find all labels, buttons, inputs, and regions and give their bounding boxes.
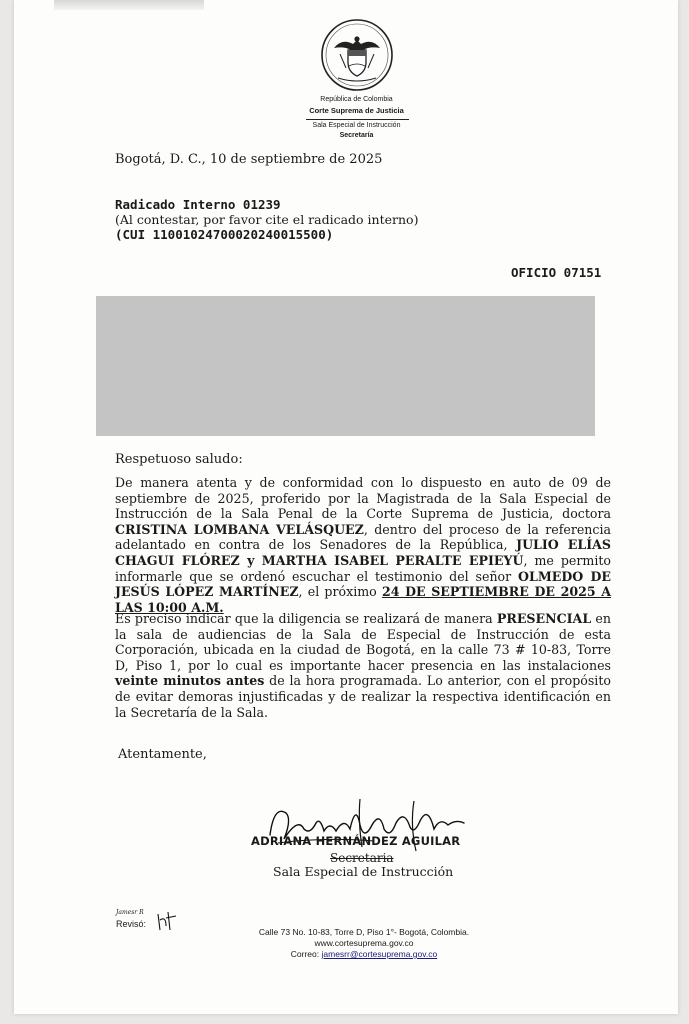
p1-text-3: , me permito informarle que se ordenó escuchar el testimonio del señor <box>115 552 611 584</box>
arrival-advance: veinte minutos antes <box>115 673 265 689</box>
institution-office: Secretaría <box>339 132 374 139</box>
redacted-recipient-block <box>96 296 595 436</box>
reviewer-mark-icon <box>154 910 178 932</box>
hearing-mode: PRESENCIAL <box>496 611 592 626</box>
letter-page <box>14 0 678 1014</box>
p2-text-3: de la hora programada. Lo anterior, con el propósito de evitar demoras injustificadas y de realizar la respectiva identificación en la Secretaría de la Sala. <box>115 673 611 720</box>
reviewed-label: Revisó: <box>116 919 147 929</box>
magistrate-name: CRISTINA LOMBANA VELÁSQUEZ <box>115 521 364 537</box>
scan-shadow <box>54 0 204 10</box>
signer-unit: Sala Especial de Instrucción <box>273 864 454 879</box>
body-paragraph-2 <box>115 611 611 720</box>
oficio-number: OFICIO 07151 <box>511 265 602 280</box>
letter-date: Bogotá, D. C., 10 de septiembre de 2025 <box>115 152 383 167</box>
radicado-note: (Al contestar, por favor cite el radicado interno) <box>115 212 419 227</box>
hearing-datetime: 24 DE SEPTIEMBRE DE 2025 A LAS 10:00 A.M. <box>115 584 611 615</box>
institution-chamber: Sala Especial de Instrucción <box>312 122 401 129</box>
footer-address: Calle 73 No. 10-83, Torre D, Piso 1°- Bogotá, Colombia. <box>258 927 470 937</box>
footer-website[interactable]: www.cortesuprema.gov.co <box>314 938 414 948</box>
header-divider <box>306 119 409 120</box>
p1-text-2: , dentro del proceso de la referencia adelantado en contra de los Senadores de la República, <box>115 521 612 553</box>
p1-text-4: , el próximo <box>298 584 382 600</box>
institution-court: Corte Suprema de Justicia <box>309 106 404 115</box>
institution-country: República de Colombia <box>320 96 393 103</box>
senators-names: JULIO ELÍAS CHAGUI FLÓREZ y MARTHA ISABEL PERALTE EPIEYÚ <box>115 537 611 568</box>
p1-text-1: De manera atenta y de conformidad con lo dispuesto en auto de 09 de septiembre de 2025, proferido por la Magistrada de la Sala Especial de Instrucción de la Sala Penal de la Corte Suprema de Justicia, doctora <box>115 475 611 522</box>
radicado-title: Radicado Interno 01239 <box>115 197 281 212</box>
p2-text-2: en la sala de audiencias de la Sala de Especial de Instrucción de esta Corporación, ubicada en la ciudad de Bogotá, en la calle 73 # 10-83, Torre D, Piso 1, por lo cual es importante hacer presencia en las instalaciones <box>115 611 611 673</box>
footer-email <box>214 949 514 960</box>
body-paragraph-1 <box>115 475 611 615</box>
reviewer-initials: Jamesr R <box>116 909 144 916</box>
cui-number: (CUI 11001024700020240015500) <box>115 227 334 242</box>
witness-name: OLMEDO DE JESÚS LÓPEZ MARTÍNEZ <box>115 568 611 600</box>
closing: Atentamente, <box>118 747 207 762</box>
coat-of-arms-seal-icon <box>320 18 394 92</box>
p2-text-1: Es preciso indicar que la diligencia se realizará de manera <box>115 611 497 626</box>
signer-name: ADRIANA HERNÁNDEZ AGUILAR <box>251 834 461 848</box>
greeting: Respetuoso saludo: <box>115 452 243 467</box>
signer-role: Secretaria <box>330 851 394 865</box>
email-label: Correo: <box>290 949 322 959</box>
email-link[interactable]: jamesrr@cortesuprema.gov.co <box>321 949 438 959</box>
